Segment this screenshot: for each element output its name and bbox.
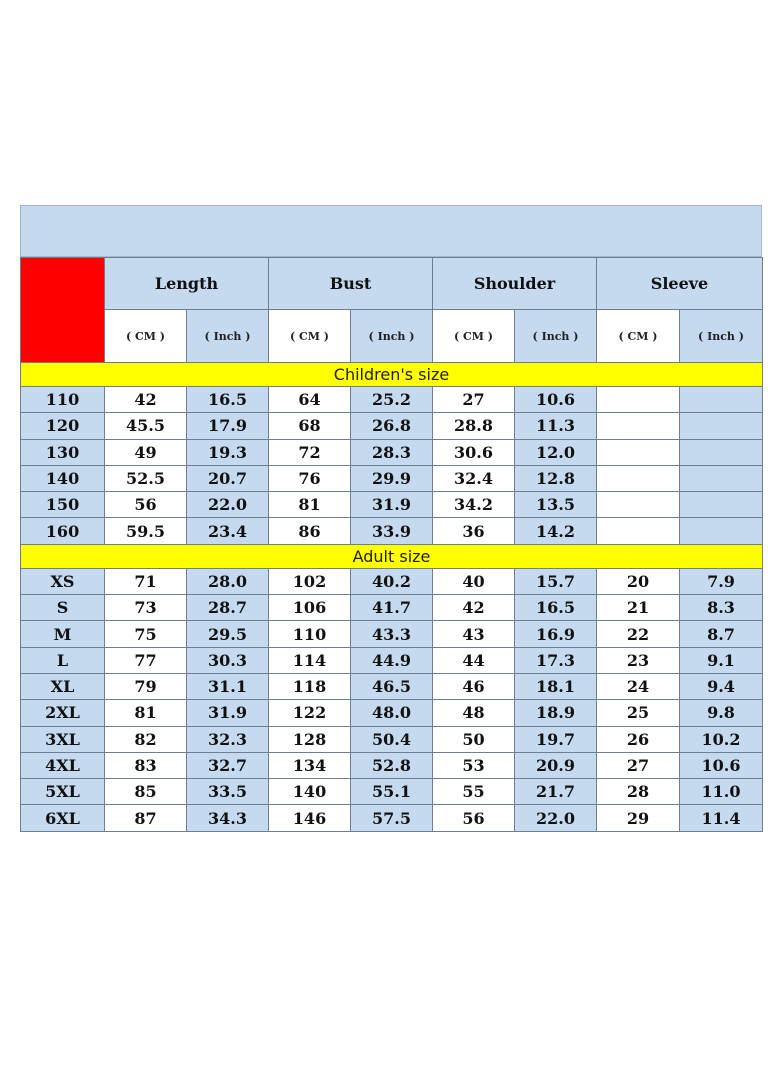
size-cell: M xyxy=(21,621,105,647)
table-cell: 10.2 xyxy=(680,726,763,752)
table-cell: 76 xyxy=(269,465,351,491)
table-cell: 28 xyxy=(597,779,680,805)
table-cell: 34.2 xyxy=(433,492,515,518)
table-cell: 17.3 xyxy=(515,647,597,673)
table-cell: 11.0 xyxy=(680,779,763,805)
table-cell: 50.4 xyxy=(351,726,433,752)
table-cell: 23.4 xyxy=(187,518,269,544)
unit-cm: ( CM ) xyxy=(105,310,187,363)
table-cell: 114 xyxy=(269,647,351,673)
table-cell xyxy=(680,492,763,518)
table-cell: 53 xyxy=(433,752,515,778)
table-cell: 19.3 xyxy=(187,439,269,465)
table-cell: 118 xyxy=(269,673,351,699)
table-cell: 33.9 xyxy=(351,518,433,544)
table-cell: 8.7 xyxy=(680,621,763,647)
table-cell: 32.4 xyxy=(433,465,515,491)
table-cell: 128 xyxy=(269,726,351,752)
children-size-label: Children's size xyxy=(21,363,763,387)
table-cell xyxy=(597,518,680,544)
adult-size-label: Adult size xyxy=(21,544,763,568)
table-cell xyxy=(680,465,763,491)
table-cell: 42 xyxy=(433,595,515,621)
table-cell: 32.3 xyxy=(187,726,269,752)
table-cell: 110 xyxy=(269,621,351,647)
table-cell: 22.0 xyxy=(515,805,597,831)
table-cell: 122 xyxy=(269,700,351,726)
table-cell: 56 xyxy=(105,492,187,518)
children-band xyxy=(21,363,763,387)
header-bust: Bust xyxy=(269,258,433,310)
table-cell: 27 xyxy=(597,752,680,778)
table-cell xyxy=(597,439,680,465)
table-cell: 102 xyxy=(269,568,351,594)
table-cell: 64 xyxy=(269,387,351,413)
table-cell: 85 xyxy=(105,779,187,805)
table-cell: 17.9 xyxy=(187,413,269,439)
table-row xyxy=(21,805,763,831)
table-cell: 41.7 xyxy=(351,595,433,621)
table-cell xyxy=(597,413,680,439)
table-cell xyxy=(680,518,763,544)
table-cell: 8.3 xyxy=(680,595,763,621)
table-cell: 28.0 xyxy=(187,568,269,594)
table-cell: 10.6 xyxy=(680,752,763,778)
size-cell: XL xyxy=(21,673,105,699)
size-cell: 4XL xyxy=(21,752,105,778)
table-cell xyxy=(680,413,763,439)
table-row xyxy=(21,518,763,544)
table-cell: 28.7 xyxy=(187,595,269,621)
table-row xyxy=(21,387,763,413)
table-row xyxy=(21,779,763,805)
table-row xyxy=(21,439,763,465)
table-cell: 57.5 xyxy=(351,805,433,831)
table-cell: 26 xyxy=(597,726,680,752)
table-cell: 21.7 xyxy=(515,779,597,805)
table-cell: 68 xyxy=(269,413,351,439)
size-cell: 140 xyxy=(21,465,105,491)
table-cell: 21 xyxy=(597,595,680,621)
unit-cm: ( CM ) xyxy=(269,310,351,363)
table-cell: 18.1 xyxy=(515,673,597,699)
table-cell: 28.8 xyxy=(433,413,515,439)
table-cell: 77 xyxy=(105,647,187,673)
table-cell: 27 xyxy=(433,387,515,413)
size-cell: 150 xyxy=(21,492,105,518)
table-cell: 22.0 xyxy=(187,492,269,518)
size-cell: XS xyxy=(21,568,105,594)
size-cell: S xyxy=(21,595,105,621)
table-row xyxy=(21,647,763,673)
table-cell: 25 xyxy=(597,700,680,726)
size-cell: 110 xyxy=(21,387,105,413)
table-cell: 81 xyxy=(269,492,351,518)
table-cell: 56 xyxy=(433,805,515,831)
table-cell: 49 xyxy=(105,439,187,465)
table-cell: 44.9 xyxy=(351,647,433,673)
table-cell: 30.6 xyxy=(433,439,515,465)
table-cell: 52.8 xyxy=(351,752,433,778)
table-cell xyxy=(597,387,680,413)
table-cell: 9.1 xyxy=(680,647,763,673)
table-cell: 29.9 xyxy=(351,465,433,491)
table-row xyxy=(21,752,763,778)
size-cell: 160 xyxy=(21,518,105,544)
unit-inch: ( Inch ) xyxy=(187,310,269,363)
table-cell: 50 xyxy=(433,726,515,752)
table-cell: 23 xyxy=(597,647,680,673)
table-cell: 45.5 xyxy=(105,413,187,439)
size-table xyxy=(20,257,763,832)
header-row xyxy=(21,258,763,310)
table-cell xyxy=(597,465,680,491)
header-length: Length xyxy=(105,258,269,310)
table-cell: 32.7 xyxy=(187,752,269,778)
table-row xyxy=(21,700,763,726)
unit-inch: ( Inch ) xyxy=(680,310,763,363)
table-cell: 22 xyxy=(597,621,680,647)
table-cell: 75 xyxy=(105,621,187,647)
table-cell: 16.5 xyxy=(515,595,597,621)
table-cell: 72 xyxy=(269,439,351,465)
size-cell: 6XL xyxy=(21,805,105,831)
size-chart xyxy=(20,205,762,832)
table-cell: 82 xyxy=(105,726,187,752)
table-cell: 31.9 xyxy=(187,700,269,726)
table-row xyxy=(21,492,763,518)
table-cell: 13.5 xyxy=(515,492,597,518)
table-row xyxy=(21,673,763,699)
table-cell: 40.2 xyxy=(351,568,433,594)
table-cell: 43 xyxy=(433,621,515,647)
table-cell: 59.5 xyxy=(105,518,187,544)
table-cell: 16.9 xyxy=(515,621,597,647)
table-cell: 140 xyxy=(269,779,351,805)
table-cell: 34.3 xyxy=(187,805,269,831)
table-cell: 146 xyxy=(269,805,351,831)
table-cell: 24 xyxy=(597,673,680,699)
table-cell: 106 xyxy=(269,595,351,621)
table-cell: 14.2 xyxy=(515,518,597,544)
table-cell xyxy=(680,387,763,413)
table-cell: 29.5 xyxy=(187,621,269,647)
table-cell: 44 xyxy=(433,647,515,673)
table-cell: 30.3 xyxy=(187,647,269,673)
table-row xyxy=(21,465,763,491)
table-cell: 81 xyxy=(105,700,187,726)
unit-row xyxy=(21,310,763,363)
table-cell: 10.6 xyxy=(515,387,597,413)
unit-inch: ( Inch ) xyxy=(351,310,433,363)
table-cell: 55 xyxy=(433,779,515,805)
table-cell: 9.4 xyxy=(680,673,763,699)
table-cell: 134 xyxy=(269,752,351,778)
table-cell: 52.5 xyxy=(105,465,187,491)
table-cell: 55.1 xyxy=(351,779,433,805)
table-row xyxy=(21,568,763,594)
size-cell: 3XL xyxy=(21,726,105,752)
size-cell: 130 xyxy=(21,439,105,465)
table-cell: 43.3 xyxy=(351,621,433,647)
table-cell xyxy=(597,492,680,518)
table-cell: 46 xyxy=(433,673,515,699)
table-row xyxy=(21,726,763,752)
table-cell: 28.3 xyxy=(351,439,433,465)
table-cell: 33.5 xyxy=(187,779,269,805)
table-cell: 7.9 xyxy=(680,568,763,594)
unit-inch: ( Inch ) xyxy=(515,310,597,363)
table-cell: 20.7 xyxy=(187,465,269,491)
table-cell: 19.7 xyxy=(515,726,597,752)
table-cell: 16.5 xyxy=(187,387,269,413)
table-row xyxy=(21,621,763,647)
table-cell: 48 xyxy=(433,700,515,726)
table-cell: 20 xyxy=(597,568,680,594)
table-cell: 83 xyxy=(105,752,187,778)
table-cell: 86 xyxy=(269,518,351,544)
adult-band xyxy=(21,544,763,568)
table-cell: 20.9 xyxy=(515,752,597,778)
table-cell: 12.8 xyxy=(515,465,597,491)
table-cell: 11.3 xyxy=(515,413,597,439)
table-cell: 46.5 xyxy=(351,673,433,699)
table-cell: 40 xyxy=(433,568,515,594)
table-cell: 25.2 xyxy=(351,387,433,413)
header-shoulder: Shoulder xyxy=(433,258,597,310)
size-cell: 5XL xyxy=(21,779,105,805)
table-cell: 18.9 xyxy=(515,700,597,726)
unit-cm: ( CM ) xyxy=(433,310,515,363)
table-cell xyxy=(680,439,763,465)
table-cell: 73 xyxy=(105,595,187,621)
table-cell: 29 xyxy=(597,805,680,831)
size-cell: L xyxy=(21,647,105,673)
table-cell: 71 xyxy=(105,568,187,594)
table-row xyxy=(21,595,763,621)
table-cell: 42 xyxy=(105,387,187,413)
table-cell: 11.4 xyxy=(680,805,763,831)
table-row xyxy=(21,413,763,439)
table-cell: 79 xyxy=(105,673,187,699)
table-cell: 26.8 xyxy=(351,413,433,439)
table-cell: 36 xyxy=(433,518,515,544)
unit-cm: ( CM ) xyxy=(597,310,680,363)
table-cell: 48.0 xyxy=(351,700,433,726)
table-cell: 9.8 xyxy=(680,700,763,726)
table-cell: 87 xyxy=(105,805,187,831)
title-band xyxy=(20,205,762,257)
table-cell: 15.7 xyxy=(515,568,597,594)
table-cell: 31.9 xyxy=(351,492,433,518)
size-cell: 120 xyxy=(21,413,105,439)
size-cell: 2XL xyxy=(21,700,105,726)
table-cell: 12.0 xyxy=(515,439,597,465)
table-cell: 31.1 xyxy=(187,673,269,699)
header-sleeve: Sleeve xyxy=(597,258,763,310)
corner-swatch xyxy=(21,258,105,363)
